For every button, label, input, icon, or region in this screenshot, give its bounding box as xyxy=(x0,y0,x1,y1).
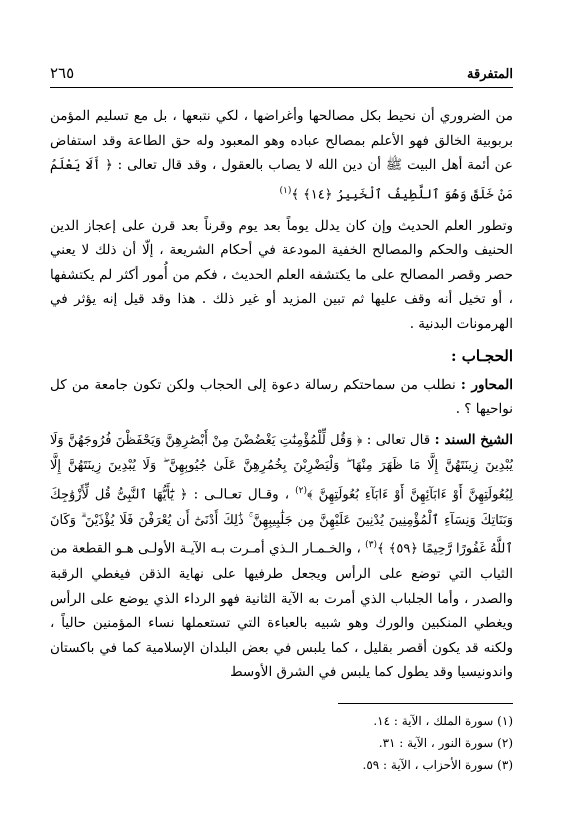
footnote-ref-2: (٢) xyxy=(295,485,307,496)
section-heading: الحجـاب : xyxy=(451,347,513,365)
footnote-ref-3: (٣) xyxy=(365,540,378,550)
answer-text: ، والخـمـار الـذي أمـرت بـه الآيـة الأولـى هـو القطعة من الثياب التي توضع على الرأس ويجعل طرفيها على نهاية الذقن فيغطي الرقبة والصدر ، وأما الجلباب الذي أمرت به الآية الثانية فهو الرداء الذي يوضع على الرأس ويغطي المنكبين والورك وهو شبيه بالعباءة التي تستعملها نساء المؤمنين حالياً ، ولكنه قد يكون أقصر بقليل ، كما يلبس في بعض البلدان الإسلامية كما في باكستان واندونيسيا وقد يطول كما يلبس في الشرق الأوسط xyxy=(50,540,513,680)
quran-verse-3: ﴿ يَٰٓأَيُّهَا ٱلنَّبِىُّ قُل لِّأَزْوَٰجِكَ وَبَنَاتِكَ وَنِسَآءِ ٱلْمُؤْمِنِينَ يُدْنِينَ عَلَيْهِنَّ مِن جَلَٰبِيبِهِنَّ ۚ ذَٰلِكَ أَدْنَىٰٓ أَن يُعْرَفْنَ فَلَا يُؤْذَيْنَ ۗ وَكَانَ ٱللَّهُ غَفُورًا رَّحِيمًا ﴿٥٩﴾ ﴾ xyxy=(50,487,513,557)
footnote-3: (٣) سورة الأحزاب ، الآية : ٥٩. xyxy=(362,758,513,772)
paragraph-1 xyxy=(50,104,513,208)
question-text: نطلب من سماحتكم رسالة دعوة إلى الحجاب ولكن تكون جامعة من كل نواحيها ؟ . xyxy=(50,376,513,417)
paragraph-1-text: من الضروري أن نحيط بكل مصالحها وأغراضها ، لكي نتبعها ، بل مع تسليم المؤمن بربوبية الخالق فهو الأعلم بمصالح عباده وهو المعبود وله حق الطاعة وقد استفاض عن أئمة أهل البيت ﷺ أن دين الله لا يصاب بالعقول ، وقد قال تعالى : xyxy=(50,108,513,173)
footnote-rule xyxy=(338,703,513,704)
main-text xyxy=(50,104,513,691)
footnote-2: (٢) سورة النور ، الآية : ٣١. xyxy=(378,736,513,750)
footnote-1: (١) سورة الملك ، الآية : ١٤. xyxy=(373,714,513,728)
answer-mid: ، وقـال تعـالـى : xyxy=(193,486,290,502)
paragraph-2: وتطور العلم الحديث وإن كان يدلل يوماً بعد يوم وقرناً بعد قرن على إعجاز الدين الحنيف والحكم والمصالح الخفية المودعة في أحكام الشريعة ، إلّا أن ذلك لا يعني حصر وقصر المصالح على ما يكتشفه العلم الحديث ، فكم من أُمور أكثر لم يكتشفها ، أو تخيل أنه وقف عليها ثم تبين المزيد أو غير ذلك . هذا وقد قيل إنه يؤثر في الهرمونات البدنية . xyxy=(50,217,513,332)
footnotes xyxy=(50,710,513,776)
interviewer-label: المحاور : xyxy=(460,376,514,393)
footnote-ref-1: (١) xyxy=(279,185,292,196)
quran-verse-2: ﴿ وَقُل لِّلْمُؤْمِنَٰتِ يَغْضُضْنَ مِنْ أَبْصَٰرِهِنَّ وَيَحْفَظْنَ فُرُوجَهُنَّ وَلَا يُبْدِينَ زِينَتَهُنَّ إِلَّا مَا ظَهَرَ مِنْهَا ۖ وَلْيَضْرِبْنَ بِخُمُرِهِنَّ عَلَىٰ جُيُوبِهِنَّ ۖ وَلَا يُبْدِينَ زِينَتَهُنَّ إِلَّا لِبُعُولَتِهِنَّ أَوْ ءَابَآئِهِنَّ أَوْ ءَابَآءِ بُعُولَتِهِنَّ ﴾ xyxy=(50,432,513,502)
page-header xyxy=(50,62,513,82)
header-rule xyxy=(50,87,513,88)
sheikh-label: الشيخ السند : xyxy=(434,431,513,448)
section-title: المتفرقة xyxy=(467,67,513,82)
answer-intro: قال تعالى : xyxy=(366,431,431,448)
question-paragraph xyxy=(50,373,513,422)
answer-paragraph xyxy=(50,428,513,685)
page-number: ٢٦٥ xyxy=(50,64,75,82)
quran-verse-1: ﴿ أَلَا يَعْلَمُ مَنْ خَلَقَ وَهُوَ ٱللَّطِيفُ ٱلْخَبِيرُ ﴿١٤﴾ ﴾ xyxy=(50,158,513,202)
